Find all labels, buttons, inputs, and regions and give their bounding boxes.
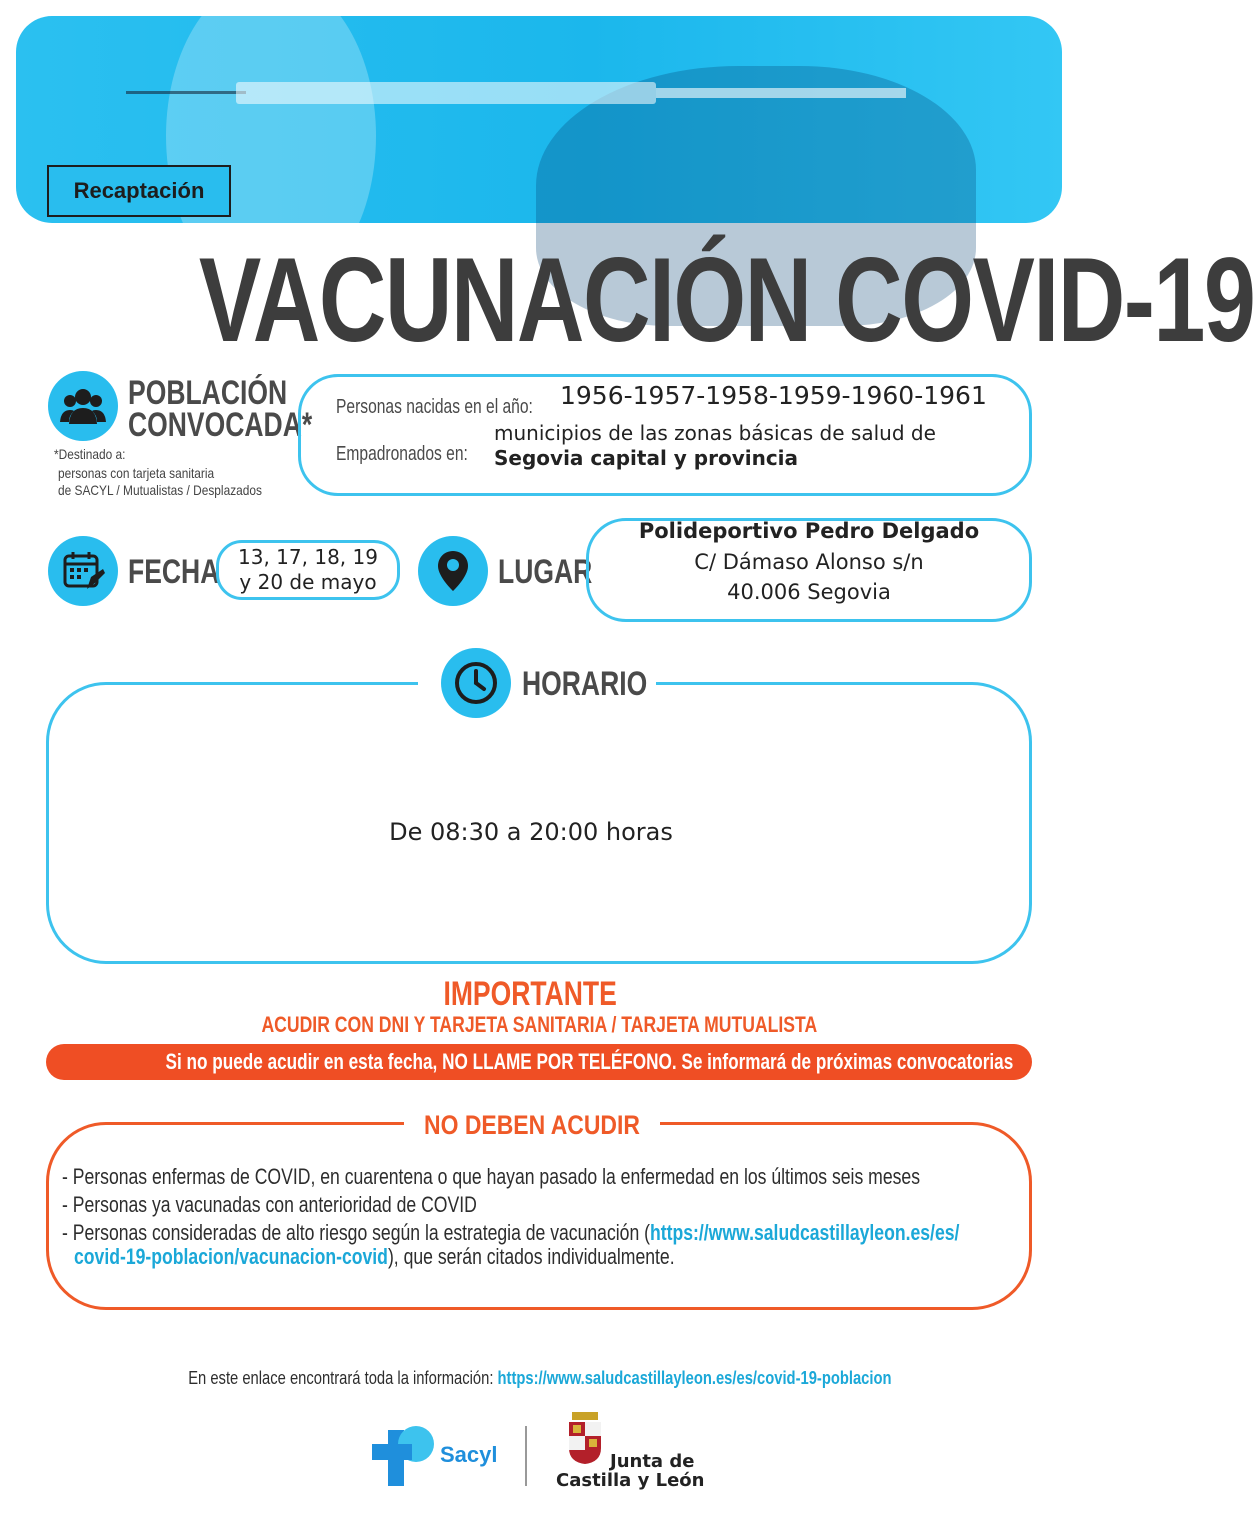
nacidas-label: Personas nacidas en el año:	[336, 396, 533, 418]
destinado-label: *Destinado a:	[54, 446, 126, 462]
fecha-heading: FECHA	[128, 553, 220, 591]
junta-line1: Junta de	[610, 1451, 695, 1472]
fecha-line1: 13, 17, 18, 19	[238, 545, 378, 569]
sacyl-logo-icon	[372, 1424, 442, 1488]
syringe-shape	[236, 82, 656, 104]
importante-bar-text: Si no puede acudir en esta fecha, NO LLAME POR TELÉFONO. Se informará de próximas convocatorias	[165, 1049, 1014, 1074]
empadronados-label: Empadronados en:	[336, 443, 468, 465]
calendar-icon	[48, 536, 118, 606]
horario-text: De 08:30 a 20:00 horas	[389, 818, 673, 846]
syringe-plunger-shape	[656, 88, 906, 98]
poblacion-heading-line2: CONVOCADA*	[128, 406, 313, 444]
no-deben-item3-line1	[62, 1220, 959, 1246]
no-deben-heading: NO DEBEN ACUDIR	[424, 1110, 640, 1140]
vacunacion-link-part2[interactable]: covid-19-poblacion/vacunacion-covid	[74, 1244, 388, 1269]
no-deben-item2: - Personas ya vacunadas con anterioridad de COVID	[62, 1192, 477, 1217]
location-pin-icon	[418, 536, 488, 606]
footer-info-label: En este enlace encontrará toda la información:	[188, 1368, 494, 1388]
empadronados-line1: municipios de las zonas básicas de salud de	[494, 421, 936, 445]
lugar-line2: C/ Dámaso Alonso s/n	[694, 550, 924, 574]
horario-heading: HORARIO	[522, 665, 648, 703]
lugar-line1: Polideportivo Pedro Delgado	[638, 519, 980, 543]
junta-line2: Castilla y León	[556, 1470, 705, 1491]
clock-icon	[441, 648, 511, 718]
lugar-line3: 40.006 Segovia	[727, 580, 891, 604]
nacidas-value: 1956-1957-1958-1959-1960-1961	[560, 381, 987, 410]
vacunacion-link-part1[interactable]: https://www.saludcastillayleon.es/es/	[650, 1220, 960, 1245]
importante-bar-text-wrap	[46, 1049, 1032, 1075]
destinado-line1: personas con tarjeta sanitaria	[58, 465, 215, 481]
importante-heading-wrap	[0, 977, 1060, 1011]
lugar-heading: LUGAR	[498, 553, 593, 591]
fecha-line2: y 20 de mayo	[239, 570, 377, 594]
footer-divider	[525, 1426, 527, 1486]
importante-subheading: ACUDIR CON DNI Y TARJETA SANITARIA / TARJETA MUTUALISTA	[261, 1012, 817, 1037]
junta-coat-of-arms-icon	[566, 1410, 604, 1466]
poblacion-heading-line1: POBLACIÓN	[128, 374, 288, 412]
footer-info-link[interactable]: https://www.saludcastillayleon.es/es/covid-19-poblacion	[497, 1368, 892, 1388]
importante-heading: IMPORTANTE	[443, 975, 617, 1013]
empadronados-line2: Segovia capital y provincia	[494, 446, 799, 470]
page-title: VACUNACIÓN COVID-19	[198, 233, 1254, 367]
no-deben-heading-wrap	[404, 1110, 660, 1141]
footer-info-wrap	[0, 1368, 1080, 1389]
no-deben-item3-pre: - Personas consideradas de alto riesgo según la estrategia de vacunación (	[62, 1220, 651, 1245]
people-icon	[48, 371, 118, 441]
importante-sub-wrap	[0, 1012, 1078, 1038]
destinado-line2: de SACYL / Mutualistas / Desplazados	[58, 482, 262, 498]
needle-shape	[126, 91, 246, 94]
no-deben-item3-post: ), que serán citados individualmente.	[387, 1244, 675, 1269]
no-deben-item3-line2	[74, 1244, 675, 1270]
no-deben-item1: - Personas enfermas de COVID, en cuarentena o que hayan pasado la enfermedad en los últimos seis meses	[62, 1164, 920, 1189]
sacyl-logo-text: Sacyl	[440, 1442, 498, 1467]
footer-info	[188, 1368, 891, 1389]
recaptacion-badge: Recaptación	[47, 165, 231, 217]
